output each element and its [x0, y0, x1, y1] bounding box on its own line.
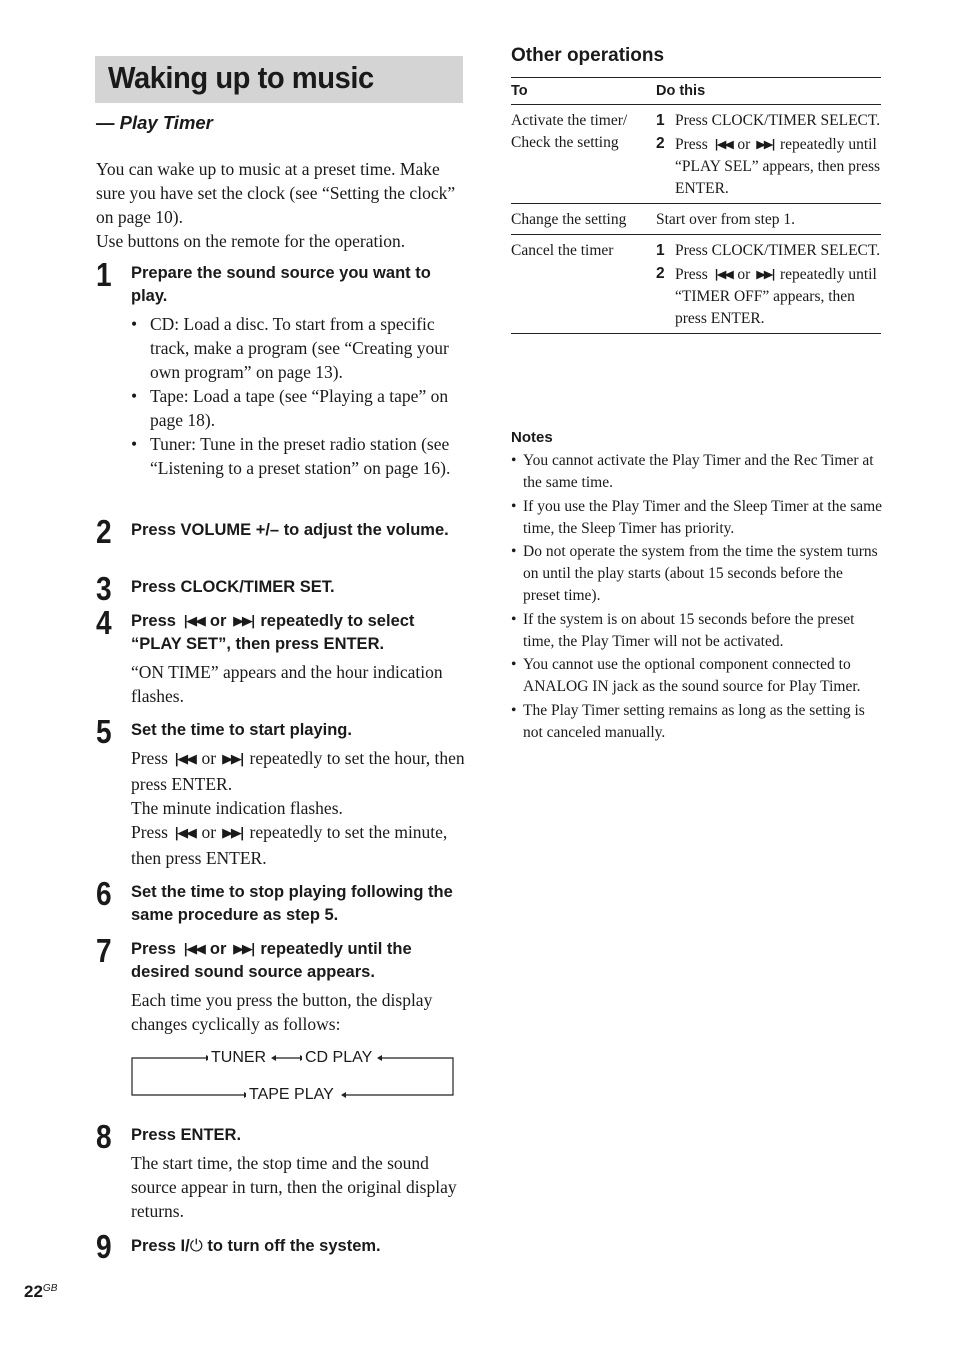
- skip-back-icon: |◀◀: [174, 752, 196, 767]
- heading-text: Press: [131, 940, 176, 958]
- notes-title: Notes: [511, 429, 553, 446]
- body-text: The minute indication flashes.: [131, 798, 343, 818]
- step-9: [96, 1228, 468, 1265]
- cell-do-this: 1 Press CLOCK/TIMER SELECT. 2 Press |◀◀ or ▶▶| repeatedly until “PLAY SEL” appears, then press ENTER.: [656, 105, 881, 204]
- note-item: • If the system is on about 15 seconds before the preset time, the Play Timer will not be activated.: [511, 609, 883, 653]
- skip-forward-icon: ▶▶|: [756, 137, 774, 151]
- cell-do-this: Start over from step 1.: [656, 204, 881, 235]
- intro-paragraph: Use buttons on the remote for the operation.: [96, 231, 406, 251]
- body-text: or: [201, 822, 217, 842]
- skip-back-icon: |◀◀: [182, 614, 204, 629]
- step-heading: Press VOLUME +/– to adjust the volume.: [131, 521, 449, 539]
- heading-text: to turn off the system.: [202, 1237, 381, 1255]
- cell-to: Cancel the timer: [511, 235, 656, 334]
- page-title: Waking up to music: [108, 60, 374, 95]
- sub-step-text: Press CLOCK/TIMER SELECT.: [675, 112, 881, 129]
- step-number: 9: [96, 1228, 112, 1265]
- step-number: 1: [96, 256, 112, 293]
- body-text: repeatedly to set the hour, then press ENTER.: [131, 748, 465, 794]
- cycle-tape-play: TAPE PLAY: [246, 1086, 337, 1104]
- step-body: [131, 1151, 468, 1223]
- body-text: Press: [131, 822, 168, 842]
- step-body: [131, 988, 468, 1036]
- step-4: [96, 604, 468, 708]
- skip-forward-icon: ▶▶|: [233, 614, 254, 629]
- heading-text: repeatedly to select “PLAY SET”, then press ENTER.: [131, 612, 415, 653]
- step-number: 8: [96, 1118, 112, 1155]
- skip-forward-icon: ▶▶|: [233, 942, 254, 957]
- table-row: [511, 105, 881, 204]
- cell-to: Change the setting: [511, 204, 656, 235]
- sub-step-text: or: [737, 266, 751, 283]
- column-header-do-this: Do this: [656, 78, 881, 105]
- step-heading: Press ENTER.: [131, 1126, 242, 1144]
- other-operations-title: Other operations: [511, 45, 665, 66]
- note-item: • You cannot use the optional component connected to ANALOG IN jack as the sound source for Play Timer.: [511, 654, 883, 698]
- sub-step-text: repeatedly until “PLAY SEL” appears, then press ENTER.: [675, 136, 881, 197]
- bullet-item: • CD: Load a disc. To start from a specific track, make a program (see “Creating your own program” on page 13).: [131, 312, 468, 384]
- page-number-suffix: GB: [42, 1283, 58, 1294]
- intro-paragraph: You can wake up to music at a preset time. Make sure you have set the clock (see “Setting the clock” on page 10).: [96, 159, 456, 227]
- body-text: Each time you press the button, the display changes cyclically as follows:: [131, 990, 433, 1034]
- note-item: • If you use the Play Timer and the Sleep Timer at the same time, the Sleep Timer has priority.: [511, 496, 883, 540]
- step-heading: [131, 1234, 468, 1258]
- step-heading: Set the time to start playing.: [131, 721, 352, 739]
- sub-step-text: or: [737, 136, 751, 153]
- step-heading: [131, 610, 468, 656]
- step-number: 4: [96, 604, 112, 641]
- skip-back-icon: |◀◀: [713, 267, 732, 281]
- body-text: repeatedly to set the minute, then press ENTER.: [131, 822, 448, 868]
- notes-list: [511, 450, 883, 745]
- page-subtitle: — Play Timer: [96, 112, 213, 133]
- step-body: [131, 746, 468, 870]
- step-7: [96, 932, 468, 1036]
- power-icon: ⏻: [189, 1236, 203, 1255]
- step-number: 7: [96, 932, 112, 969]
- page-number: [24, 1282, 57, 1302]
- bullet-item: • Tuner: Tune in the preset radio station (see “Listening to a preset station” on page 16).: [131, 432, 468, 480]
- step-heading: Prepare the sound source you want to play.: [131, 264, 431, 305]
- page-number-value: 22: [24, 1282, 43, 1301]
- cell-to: Activate the timer/ Check the setting: [511, 105, 656, 204]
- note-item: • The Play Timer setting remains as long as the setting is not canceled manually.: [511, 700, 883, 744]
- column-header-to: To: [511, 78, 656, 105]
- step-6: [96, 875, 468, 927]
- sub-step-text: Press: [675, 266, 708, 283]
- step-3: [96, 570, 468, 607]
- intro-text: [96, 157, 468, 253]
- cycle-tuner: TUNER: [208, 1049, 269, 1067]
- bullet-item: • Tape: Load a tape (see “Playing a tape” on page 18).: [131, 384, 468, 432]
- step-body: [131, 660, 468, 708]
- step-heading: Press CLOCK/TIMER SET.: [131, 578, 335, 596]
- table-row: [511, 204, 881, 235]
- step-number: 3: [96, 570, 112, 607]
- step-5: [96, 713, 468, 870]
- skip-forward-icon: ▶▶|: [756, 267, 774, 281]
- step-number: 6: [96, 875, 112, 912]
- step-bullets: [131, 312, 468, 480]
- step-8: [96, 1118, 468, 1223]
- heading-text: or: [209, 612, 227, 630]
- display-cycle-diagram: [130, 1046, 456, 1108]
- skip-forward-icon: ▶▶|: [222, 752, 244, 767]
- step-number: 2: [96, 513, 112, 550]
- step-number: 5: [96, 713, 112, 750]
- step-2: [96, 513, 468, 550]
- table-header-row: [511, 78, 881, 105]
- skip-back-icon: |◀◀: [713, 137, 732, 151]
- heading-text: Press: [131, 612, 176, 630]
- step-1: [96, 256, 468, 480]
- table-row: [511, 235, 881, 334]
- body-text: The start time, the stop time and the sound source appear in turn, then the original display returns.: [131, 1153, 457, 1221]
- heading-text: Press I/: [131, 1237, 190, 1255]
- body-text: “ON TIME” appears and the hour indication flashes.: [131, 662, 443, 706]
- note-item: • You cannot activate the Play Timer and the Rec Timer at the same time.: [511, 450, 883, 494]
- skip-forward-icon: ▶▶|: [222, 826, 244, 841]
- heading-text: repeatedly until the desired sound source appears.: [131, 940, 412, 981]
- sub-step-text: repeatedly until “TIMER OFF” appears, then press ENTER.: [675, 266, 877, 327]
- note-item: • Do not operate the system from the time the system turns on until the play starts (about 15 seconds before the preset time).: [511, 541, 883, 607]
- skip-back-icon: |◀◀: [174, 826, 196, 841]
- step-heading: [131, 938, 468, 984]
- body-text: Press: [131, 748, 168, 768]
- heading-text: or: [209, 940, 227, 958]
- sub-step-text: Press CLOCK/TIMER SELECT.: [675, 242, 881, 259]
- sub-step-text: Press: [675, 136, 708, 153]
- cell-do-this: 1 Press CLOCK/TIMER SELECT. 2 Press |◀◀ or ▶▶| repeatedly until “TIMER OFF” appears, then press ENTER.: [656, 235, 881, 334]
- skip-back-icon: |◀◀: [182, 942, 204, 957]
- step-heading: Set the time to stop playing following the same procedure as step 5.: [131, 883, 453, 924]
- body-text: or: [201, 748, 217, 768]
- cycle-cd-play: CD PLAY: [302, 1049, 375, 1067]
- other-operations-table: [511, 77, 881, 334]
- title-bar: [95, 56, 463, 103]
